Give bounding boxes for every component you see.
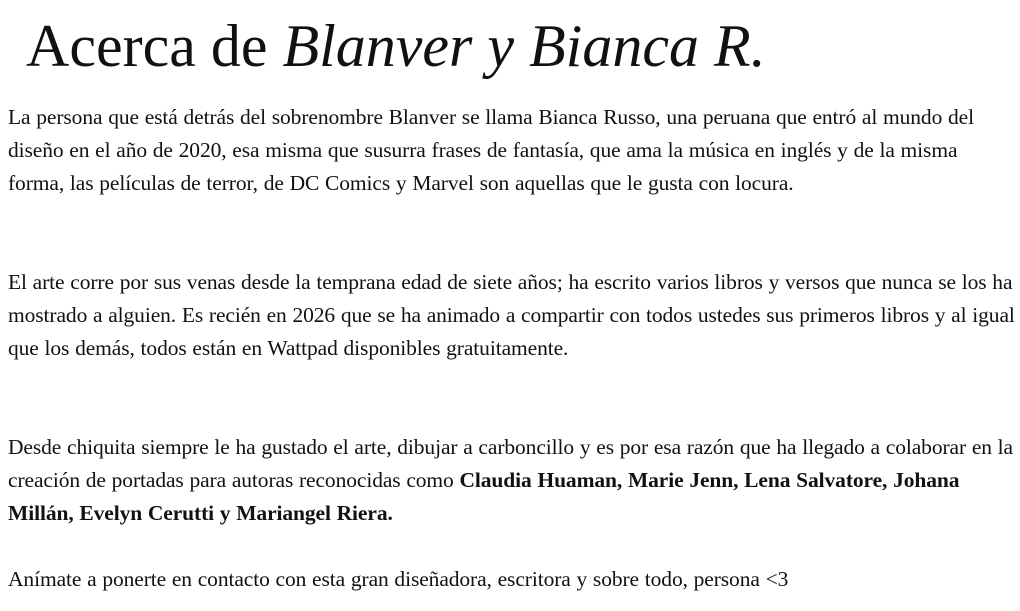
paragraph-intro: La persona que está detrás del sobrenombre Blanver se llama Bianca Russo, una peruana que entró al mundo del diseño en el año de 2020, esa misma que susurra frases de fantasía, que ama la música en inglés y de la misma forma, las películas de terror, de DC Comics y Marvel son aquellas que le gusta con locura. [8, 105, 974, 195]
collaborations-text: Desde chiquita siempre le ha gustado el arte, dibujar a carboncillo y es por esa razón que ha llegado a colaborar en la creación de portadas para autoras reconocidas como [8, 435, 1014, 492]
title-prefix: Acerca de [26, 13, 283, 79]
paragraph-contact-invite: Anímate a ponerte en contacto con esta gran diseñadora, escritora y sobre todo, persona <3 [8, 567, 789, 591]
paragraph-art-background: El arte corre por sus venas desde la temprana edad de siete años; ha escrito varios libros y versos que nunca se los ha mostrado a alguien. Es recién en 2026 que se ha animado a compartir con todos ustedes sus primeros libros y al igual que los demás, todos están en Wattpad disponibles gratuitamente. [8, 270, 1015, 360]
page-title [26, 10, 766, 82]
title-names: Blanver y Bianca R. [282, 13, 766, 79]
collaborator-names: Claudia Huaman, Marie Jenn, Lena Salvatore, Johana Millán, Evelyn Cerutti y Mariangel Riera. [8, 468, 960, 525]
paragraph-collaborations [8, 431, 1018, 530]
